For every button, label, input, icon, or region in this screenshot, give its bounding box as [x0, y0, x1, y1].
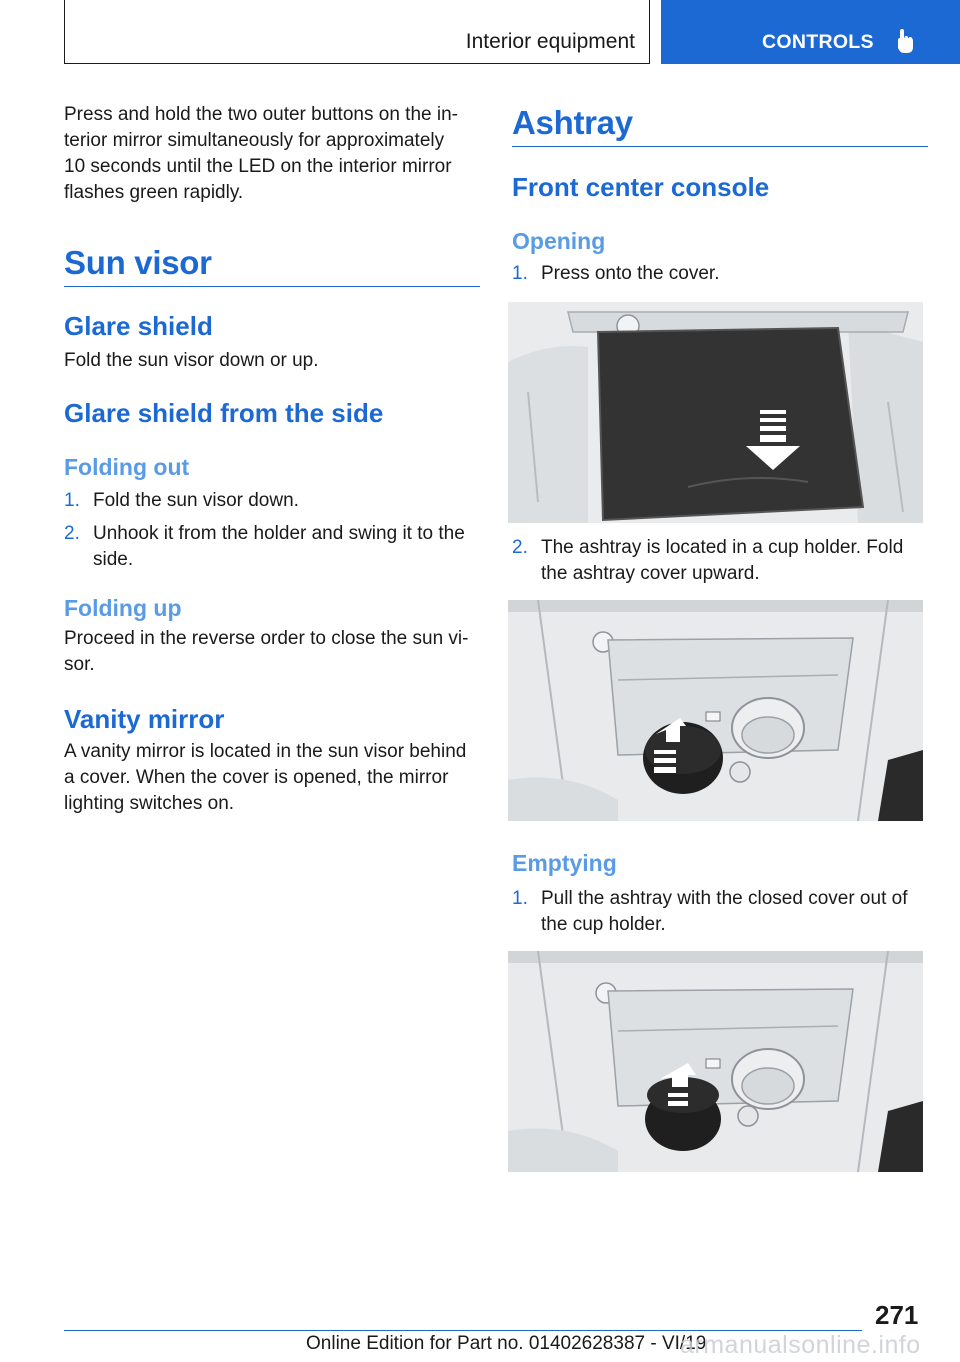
figure-ashtray-remove: [508, 951, 923, 1172]
list-item: 1. Pull the ashtray with the closed cover out of the cup holder.: [512, 888, 908, 935]
watermark: armanualsonline.info: [680, 1331, 921, 1359]
header-section-tab: [64, 0, 650, 64]
heading-rule: [64, 286, 480, 287]
list-item: 2. Unhook it from the holder and swing it to the side.: [64, 523, 465, 570]
heading-glare-shield: Glare shield: [64, 311, 213, 341]
heading-folding-out: Folding out: [64, 454, 190, 480]
left-column: [64, 102, 480, 206]
header-section-title: Interior equipment: [465, 30, 635, 53]
glare-shield-text: Fold the sun visor down or up.: [64, 350, 319, 371]
console-cover-illustration: [508, 302, 923, 523]
heading-front-center-console: Front center console: [512, 172, 770, 202]
list-item: 1. Press onto the cover.: [512, 263, 720, 284]
heading-rule: [512, 146, 928, 147]
list-item: 2. The ashtray is located in a cup holder. Fold the ashtray cover upward.: [512, 537, 904, 584]
hand-pointer-icon: [895, 28, 915, 54]
heading-vanity-mirror: Vanity mirror: [64, 704, 225, 734]
page-number: 271: [875, 1300, 919, 1330]
heading-opening: Opening: [512, 228, 606, 254]
edition-info: Online Edition for Part no. 01402628387 - VI/19: [306, 1333, 707, 1354]
heading-emptying: Emptying: [512, 850, 617, 876]
heading-ashtray: Ashtray: [512, 104, 633, 141]
folding-up-text: Proceed in the reverse order to close the sun vi- sor.: [64, 628, 469, 675]
intro-paragraph: Press and hold the two outer buttons on the in- terior mirror simultaneously for approximately 10 seconds until the LED on the interior mirror flashes green rapidly.: [64, 104, 458, 203]
list-item: 1. Fold the sun visor down.: [64, 490, 299, 511]
heading-folding-up: Folding up: [64, 595, 182, 621]
vanity-mirror-text: A vanity mirror is located in the sun visor behind a cover. When the cover is opened, the mirror lighting switches on.: [64, 741, 467, 814]
figure-press-cover: [508, 302, 923, 523]
figure-ashtray-open: [508, 600, 923, 821]
heading-sun-visor: Sun visor: [64, 244, 212, 281]
header-chapter-tab[interactable]: [661, 0, 960, 64]
header-chapter-title: CONTROLS: [762, 31, 874, 53]
cup-holder-remove-illustration: [508, 951, 923, 1172]
cup-holder-illustration: [508, 600, 923, 821]
heading-glare-shield-side: Glare shield from the side: [64, 398, 384, 428]
